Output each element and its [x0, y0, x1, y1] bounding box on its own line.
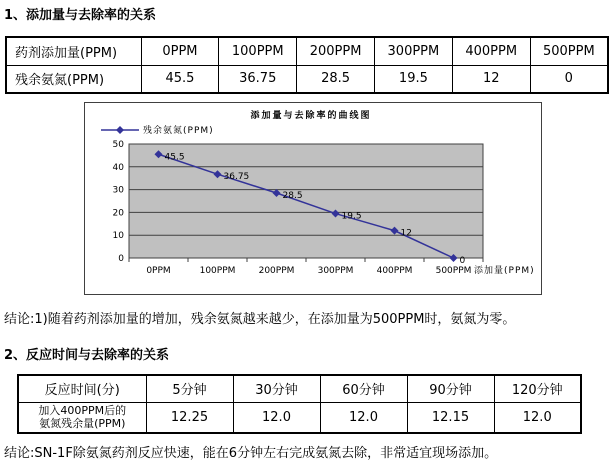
table-row — [6, 37, 608, 65]
y-tick-label: 40 — [112, 162, 124, 173]
col-header: 300PPM — [374, 37, 452, 65]
table-cell: 0 — [530, 65, 608, 93]
col-header: 0PPM — [141, 37, 219, 65]
x-tick-label: 0PPM — [146, 266, 171, 276]
legend-marker — [116, 126, 124, 134]
table-cell: 36.75 — [219, 65, 297, 93]
row-label-line1: 加入400PPM后的 — [38, 404, 127, 418]
data-point-label: 0 — [459, 256, 466, 266]
legend-label: 残余氨氮(PPM) — [143, 126, 214, 136]
table-row — [6, 65, 608, 93]
time-header-label: 反应时间(分) — [18, 375, 146, 402]
data-point-label: 45.5 — [164, 152, 185, 163]
table-cell: 28.5 — [297, 65, 375, 93]
col-header: 60分钟 — [320, 375, 407, 402]
reaction-time-table — [17, 374, 582, 434]
dosage-header-label: 药剂添加量(PPM) — [6, 37, 141, 65]
x-axis-title: 添加量(PPM) — [474, 266, 535, 276]
dosage-table — [5, 36, 609, 94]
residual-row-label: 残余氨氮(PPM) — [6, 65, 141, 93]
data-point-label: 19.5 — [341, 211, 362, 222]
table-cell: 12.0 — [233, 402, 320, 433]
x-tick-label: 500PPM — [435, 266, 472, 276]
table-row — [18, 375, 581, 402]
col-header: 100PPM — [219, 37, 297, 65]
row-label-line2: 氨氮残余量(PPM) — [39, 417, 126, 431]
y-tick-label: 0 — [118, 254, 124, 264]
line-chart — [84, 102, 542, 295]
x-tick-label: 400PPM — [376, 266, 413, 276]
col-header: 30分钟 — [233, 375, 320, 402]
col-header: 200PPM — [297, 37, 375, 65]
table-cell: 12.0 — [494, 402, 581, 433]
table-cell: 12.25 — [146, 402, 233, 433]
table-cell: 45.5 — [141, 65, 219, 93]
table-cell: 12 — [452, 65, 530, 93]
data-point-label: 28.5 — [282, 191, 303, 202]
table-cell: 12.15 — [407, 402, 494, 433]
col-header: 120分钟 — [494, 375, 581, 402]
x-tick-label: 200PPM — [258, 266, 295, 276]
x-tick-label: 300PPM — [317, 266, 354, 276]
col-header: 500PPM — [530, 37, 608, 65]
data-point-label: 12 — [400, 228, 412, 239]
chart-title: 添加量与去除率的曲线图 — [250, 111, 372, 121]
table-cell: 19.5 — [374, 65, 452, 93]
y-tick-label: 30 — [112, 185, 124, 196]
section1-title: 1、添加量与去除率的关系 — [4, 8, 157, 23]
conclusion-1: 结论:1)随着药剂添加量的增加，残余氨氮越来越少，在添加量为500PPM时，氨氮为零。 — [4, 312, 516, 327]
table-cell: 12.0 — [320, 402, 407, 433]
section2-title: 2、反应时间与去除率的关系 — [4, 348, 170, 363]
y-tick-label: 50 — [112, 140, 124, 150]
conclusion-2: 结论:SN-1F除氨氮药剂反应快速，能在6分钟左右完成氨氮去除，非常适宜现场添加。 — [4, 446, 498, 461]
col-header: 5分钟 — [146, 375, 233, 402]
data-point-label: 36.75 — [223, 172, 250, 183]
y-tick-label: 10 — [112, 231, 124, 242]
residual-after-400ppm-label — [18, 402, 146, 433]
table-row — [18, 402, 581, 433]
col-header: 400PPM — [452, 37, 530, 65]
line-chart-canvas — [85, 103, 543, 296]
col-header: 90分钟 — [407, 375, 494, 402]
y-tick-label: 20 — [112, 208, 124, 219]
x-tick-label: 100PPM — [199, 266, 236, 276]
